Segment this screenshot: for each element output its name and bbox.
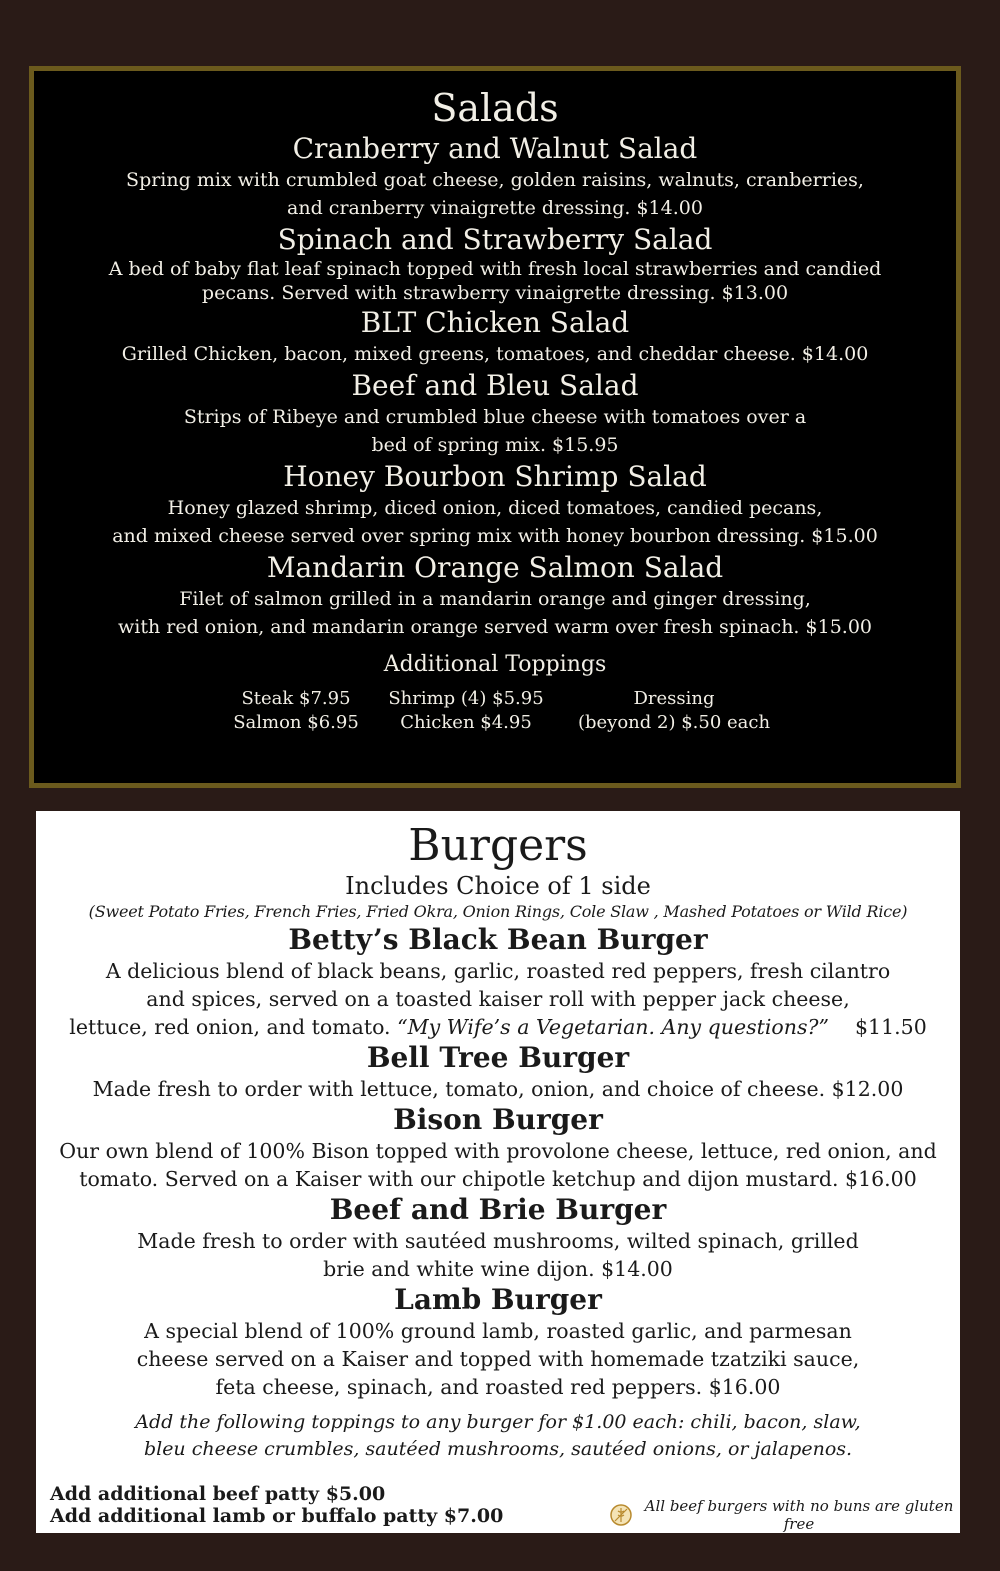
toppings-column [569,687,779,735]
burgers-panel [36,811,960,1533]
salad-desc-line: Grilled Chicken, bacon, mixed greens, tomatoes, and cheddar cheese. $14.00 [121,343,869,365]
salad-item [34,223,956,305]
toppings-note-line: Add the following toppings to any burger for $1.00 each: chili, bacon, slaw, [135,1411,861,1433]
toppings-column [226,687,366,735]
burger-name: Bell Tree Burger [366,1041,630,1074]
burger-item [36,1283,960,1401]
topping-price: Shrimp (4) $5.95 [388,688,544,709]
burger-price: $11.50 [828,1015,927,1039]
salad-item [34,306,956,368]
burgers-subtitle: Includes Choice of 1 side [345,872,651,900]
salad-name: Beef and Bleu Salad [351,369,639,402]
burger-item [36,923,960,1041]
salad-desc-line: with red onion, and mandarin orange served warm over fresh spinach. $15.00 [118,616,872,638]
burger-name: Bison Burger [393,1103,603,1136]
salad-desc-line: and cranberry vinaigrette dressing. $14.00 [287,197,703,219]
topping-price: Steak $7.95 [241,688,351,709]
salad-desc-line: Spring mix with crumbled goat cheese, golden raisins, walnuts, cranberries, [126,169,864,191]
gluten-free-note [610,1497,960,1533]
burger-desc-line: brie and white wine dijon. $14.00 [323,1257,673,1281]
salad-desc-line: Filet of salmon grilled in a mandarin orange and ginger dressing, [179,588,811,610]
salad-name: BLT Chicken Salad [360,306,630,339]
salad-desc-line: Strips of Ribeye and crumbled blue cheese with tomatoes over a [183,406,807,428]
burger-desc-line: A delicious blend of black beans, garlic, roasted red peppers, fresh cilantro [105,959,891,983]
burger-desc-line: tomato. Served on a Kaiser with our chipotle ketchup and dijon mustard. $16.00 [79,1167,917,1191]
salad-item [34,551,956,641]
topping-price: (beyond 2) $.50 each [577,712,771,733]
salad-item [34,369,956,459]
burger-desc-line: Made fresh to order with sautéed mushrooms, wilted spinach, grilled [137,1229,859,1253]
burger-item [36,1041,960,1103]
patty-addons [50,1483,503,1527]
salad-desc-line: Honey glazed shrimp, diced onion, diced tomatoes, candied pecans, [167,497,823,519]
gluten-free-text: All beef burgers with no buns are gluten free [644,1497,954,1533]
salads-panel [29,66,961,788]
burgers-title: Burgers [408,820,588,871]
salad-name: Spinach and Strawberry Salad [277,223,713,256]
salad-desc-line: A bed of baby flat leaf spinach topped with fresh local strawberries and candied [108,258,882,280]
burger-name: Lamb Burger [394,1283,602,1316]
salad-item [34,132,956,222]
toppings-grid [34,687,956,747]
burger-desc-line [36,1013,960,1041]
burger-name: Beef and Brie Burger [329,1193,667,1226]
burger-desc-line: feta cheese, spinach, and roasted red peppers. $16.00 [215,1375,781,1399]
salad-desc-line: bed of spring mix. $15.95 [371,434,619,456]
salad-name: Cranberry and Walnut Salad [292,132,698,165]
addon-line: Add additional lamb or buffalo patty $7.00 [50,1505,504,1527]
burger-quote: “My Wife’s a Vegetarian. Any questions?” [397,1015,829,1039]
toppings-column [386,687,546,735]
burger-desc-text: lettuce, red onion, and tomato. [69,1015,398,1039]
toppings-note-line: bleu cheese crumbles, sautéed mushrooms, sautéed onions, or jalapenos. [143,1438,853,1460]
burger-desc-line: cheese served on a Kaiser and topped with homemade tzatziki sauce, [136,1347,860,1371]
salad-name: Honey Bourbon Shrimp Salad [283,460,707,493]
salad-item [34,460,956,550]
addon-line: Add additional beef patty $5.00 [50,1483,386,1505]
burger-item [36,1193,960,1283]
topping-price: Dressing [633,688,715,709]
sides-list: (Sweet Potato Fries, French Fries, Fried Okra, Onion Rings, Cole Slaw , Mashed Potatoes or Wild Rice) [88,902,908,921]
additional-toppings-title: Additional Toppings [383,652,607,677]
burger-desc-line: A special blend of 100% ground lamb, roasted garlic, and parmesan [144,1319,852,1343]
topping-price: Chicken $4.95 [400,712,532,733]
burger-desc-line: and spices, served on a toasted kaiser roll with pepper jack cheese, [146,987,850,1011]
salad-desc-line: pecans. Served with strawberry vinaigrette dressing. $13.00 [201,282,789,304]
topping-price: Salmon $6.95 [233,712,359,733]
burger-desc-line: Our own blend of 100% Bison topped with provolone cheese, lettuce, red onion, and [59,1139,937,1163]
salad-name: Mandarin Orange Salmon Salad [266,551,724,584]
salads-title: Salads [431,86,559,130]
burger-name: Betty’s Black Bean Burger [288,923,708,956]
salad-desc-line: and mixed cheese served over spring mix with honey bourbon dressing. $15.00 [112,525,878,547]
burger-desc-line: Made fresh to order with lettuce, tomato, onion, and choice of cheese. $12.00 [92,1077,904,1101]
toppings-note [36,1409,960,1463]
burger-item [36,1103,960,1193]
gluten-free-icon [610,1504,632,1526]
